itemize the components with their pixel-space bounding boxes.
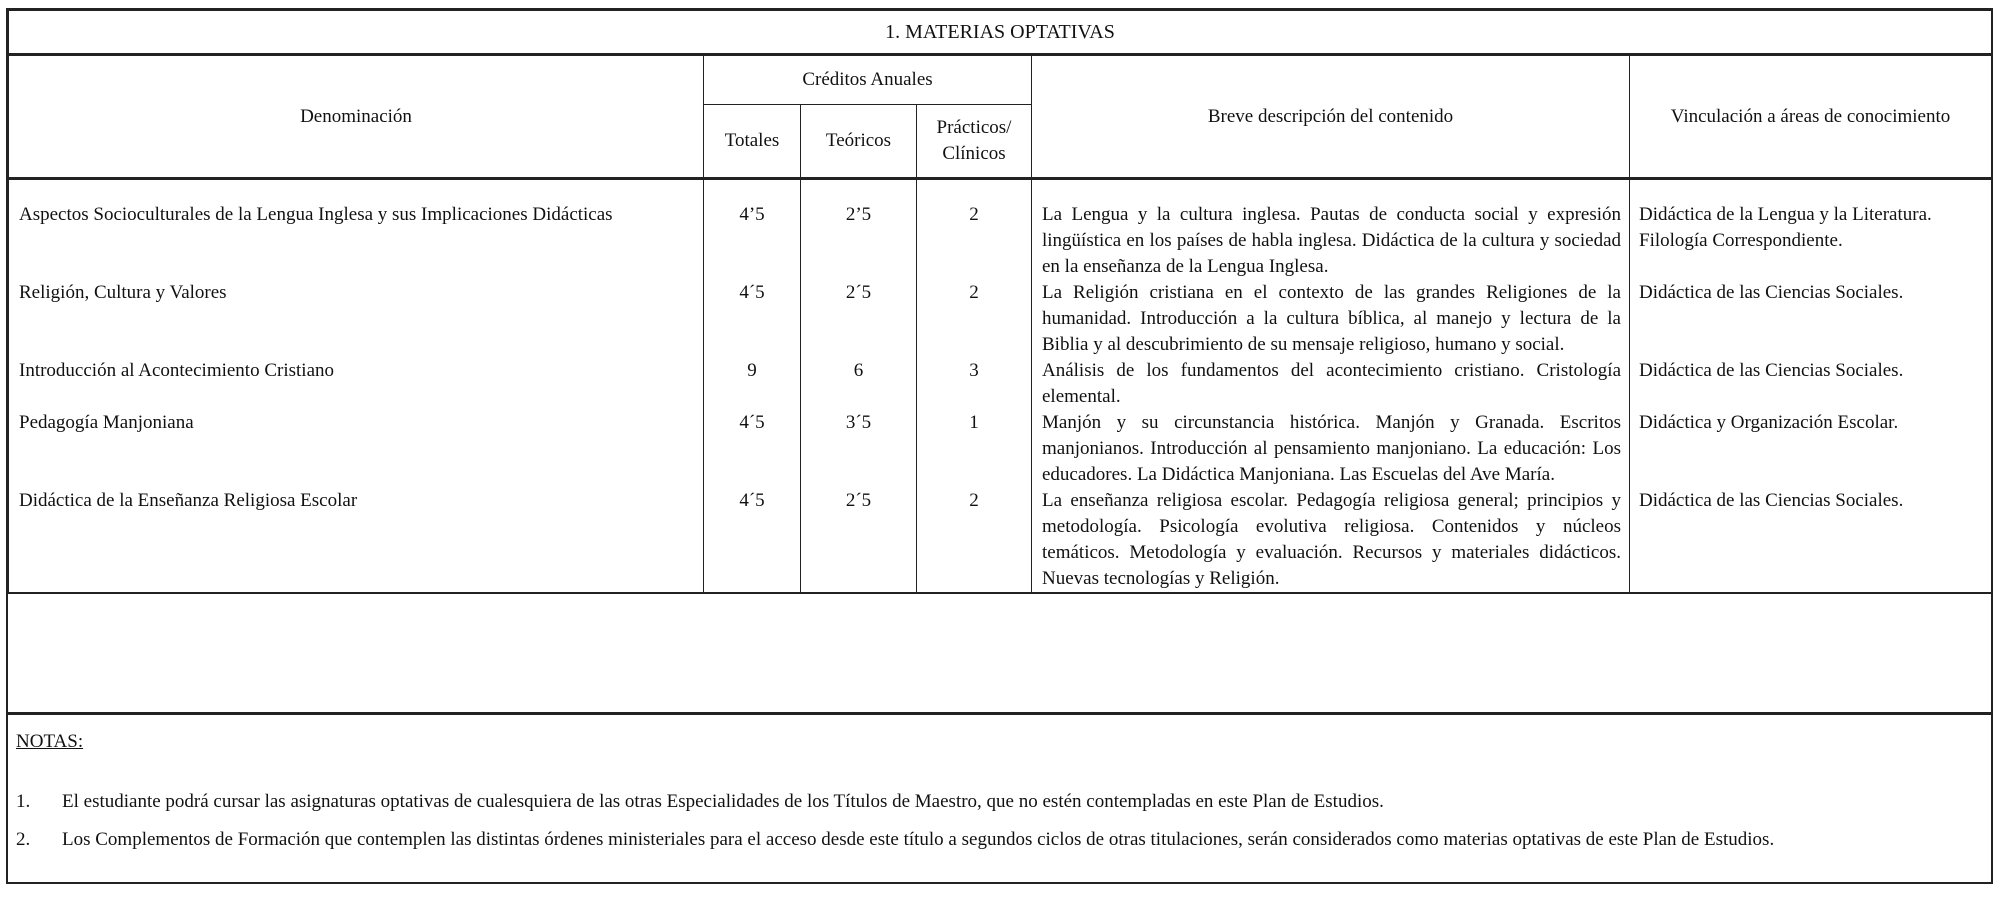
credits-practical: 2 (917, 179, 1032, 281)
header-credits-group: Créditos Anuales (704, 55, 1032, 105)
notes-section (8, 712, 1991, 882)
header-theory: Teóricos (801, 105, 917, 179)
credits-theory: 2´5 (801, 488, 917, 593)
note-text: Los Complementos de Formación que contemplen las distintas órdenes ministeriales para el acceso desde este título a segundos ciclos de otras titulaciones, serán considerados como materias optativas de este Plan de Estudios. (62, 829, 1775, 850)
credits-total: 4´5 (704, 280, 801, 358)
note-number: 2. (16, 829, 31, 850)
credits-theory: 3´5 (801, 410, 917, 488)
credits-total: 4’5 (704, 179, 801, 281)
subject-name: Pedagogía Manjoniana (9, 410, 704, 488)
header-description: Breve descripción del contenido (1032, 55, 1630, 179)
subject-name: Aspectos Socioculturales de la Lengua Inglesa y sus Implicaciones Didácticas (9, 179, 704, 281)
table-row (9, 280, 1992, 358)
credits-practical: 1 (917, 410, 1032, 488)
subject-name: Religión, Cultura y Valores (9, 280, 704, 358)
note-number: 1. (16, 791, 31, 812)
header-total: Totales (704, 105, 801, 179)
subject-description: La enseñanza religiosa escolar. Pedagogía religiosa general; principios y metodología. Psicología evolutiva religiosa. Contenidos y núcleos temáticos. Metodología y evaluación. Recursos y materiales didácticos. Nuevas tecnologías y Religión. (1032, 488, 1630, 593)
header-practical (917, 105, 1032, 179)
subject-name: Didáctica de la Enseñanza Religiosa Escolar (9, 488, 704, 593)
knowledge-areas: Didáctica de las Ciencias Sociales. (1630, 280, 1992, 358)
table-row (9, 358, 1992, 410)
credits-theory: 2´5 (801, 280, 917, 358)
subject-description: Manjón y su circunstancia histórica. Manjón y Granada. Escritos manjonianos. Introducción al pensamiento manjoniano. La educación: Los educadores. La Didáctica Manjoniana. Las Escuelas del Ave María. (1032, 410, 1630, 488)
knowledge-areas: Didáctica de las Ciencias Sociales. (1630, 358, 1992, 410)
subject-description: Análisis de los fundamentos del acontecimiento cristiano. Cristología elemental. (1032, 358, 1630, 410)
credits-total: 9 (704, 358, 801, 410)
knowledge-areas: Didáctica de las Ciencias Sociales. (1630, 488, 1992, 593)
subject-description: La Lengua y la cultura inglesa. Pautas de conducta social y expresión lingüística en los países de habla inglesa. Didáctica de la cultura y sociedad en la enseñanza de la Lengua Inglesa. (1032, 179, 1630, 281)
credits-practical: 3 (917, 358, 1032, 410)
header-practical-line1: Prácticos/ (936, 117, 1012, 138)
header-name: Denominación (9, 55, 704, 179)
optional-subjects-table (8, 10, 1992, 594)
subject-description: La Religión cristiana en el contexto de las grandes Religiones de la humanidad. Introducción a la cultura bíblica, al manejo y lectura de la Biblia y al descubrimiento de su mensaje religioso, humano y social. (1032, 280, 1630, 358)
knowledge-areas: Didáctica y Organización Escolar. (1630, 410, 1992, 488)
table-row (9, 179, 1992, 281)
credits-total: 4´5 (704, 488, 801, 593)
credits-theory: 6 (801, 358, 917, 410)
note-item (16, 827, 1966, 853)
table-row (9, 488, 1992, 593)
table-title: 1. MATERIAS OPTATIVAS (9, 11, 1992, 55)
table-row (9, 410, 1992, 488)
credits-theory: 2’5 (801, 179, 917, 281)
credits-practical: 2 (917, 280, 1032, 358)
header-areas: Vinculación a áreas de conocimiento (1630, 55, 1992, 179)
subject-name: Introducción al Acontecimiento Cristiano (9, 358, 704, 410)
credits-practical: 2 (917, 488, 1032, 593)
notes-title: NOTAS: (16, 731, 84, 752)
knowledge-areas: Didáctica de la Lengua y la Literatura. Filología Correspondiente. (1630, 179, 1992, 281)
header-practical-line2: Clínicos (942, 143, 1006, 164)
note-item (16, 789, 1966, 815)
note-text: El estudiante podrá cursar las asignaturas optativas de cualesquiera de las otras Especialidades de los Títulos de Maestro, que no estén contempladas en este Plan de Estudios. (62, 791, 1384, 812)
credits-total: 4´5 (704, 410, 801, 488)
